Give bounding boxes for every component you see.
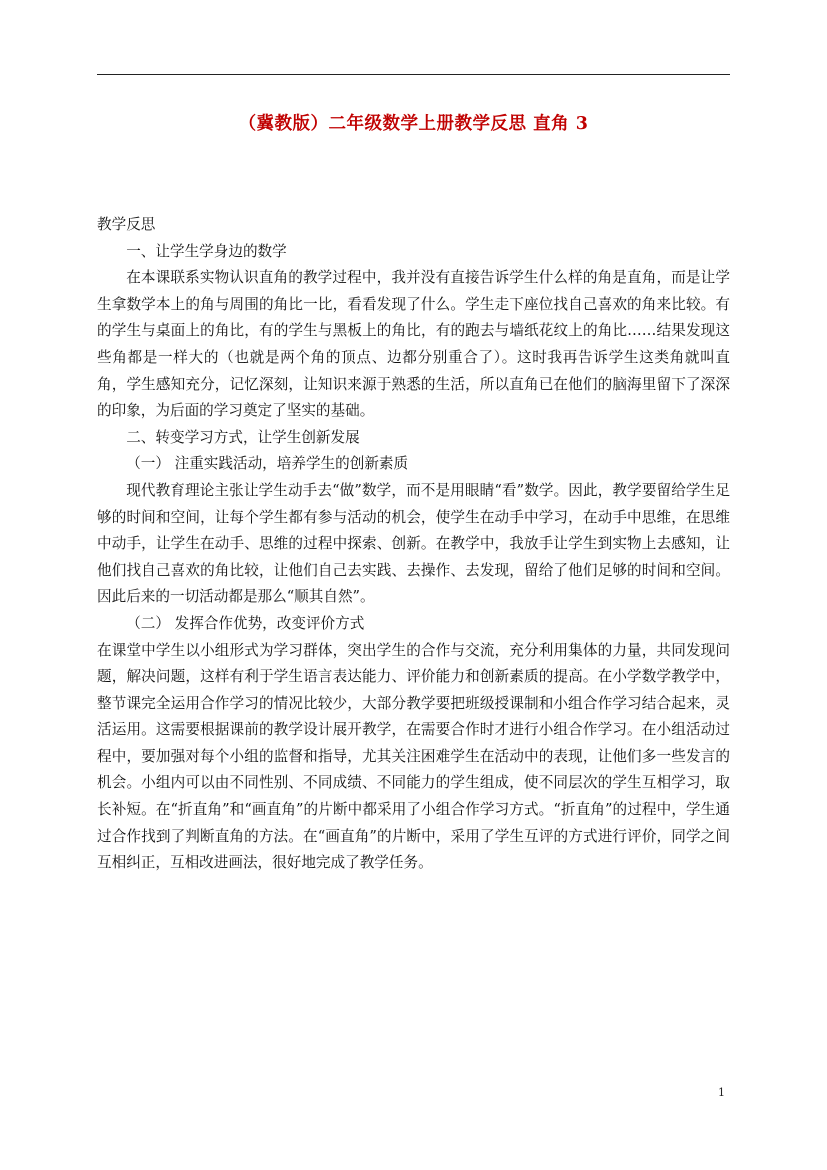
document-body	[97, 212, 730, 877]
heading-reflection: 教学反思	[97, 216, 156, 233]
document-title: （冀教版）二年级数学上册教学反思 直角 3	[238, 114, 589, 134]
subsection-1-title: （一） 注重实践活动，培养学生的创新素质	[126, 455, 409, 473]
section-1-title: 一、让学生学身边的数学	[126, 242, 287, 260]
section-2-title: 二、转变学习方式，让学生创新发展	[126, 428, 360, 446]
subsection-1-body: 现代教育理论主张让学生动手去“做”数学，而不是用眼睛“看”数学。因此，教学要留给学生足够的时间和空间，让每个学生都有参与活动的机会，使学生在动手中学习，在动手中思维，在思维中动手，让学生在动手、思维的过程中探索、创新。在教学中，我放手让学生到实物上去感知，让他们找自己喜欢的角比较，让他们自己去实践、去操作、去发现，留给了他们足够的时间和空间。因此后来的一切活动都是那么“顺其自然”。	[97, 481, 730, 606]
page-number: 1	[718, 1086, 725, 1099]
header-rule	[97, 74, 730, 75]
subsection-2-body: 在课堂中学生以小组形式为学习群体，突出学生的合作与交流，充分利用集体的力量，共同发现问题，解决问题，这样有利于学生语言表达能力、评价能力和创新素质的提高。在小学数学教学中，整节课完全运用合作学习的情况比较少，大部分教学要把班级授课制和小组合作学习结合起来，灵活运用。这需要根据课前的教学设计展开教学，在需要合作时才进行小组合作学习。在小组活动过程中，要加强对每个小组的监督和指导，尤其关注困难学生在活动中的表现，让他们多一些发言的机会。小组内可以由不同性别、不同成绩、不同能力的学生组成，使不同层次的学生互相学习，取长补短。在“折直角”和“画直角”的片断中都采用了小组合作学习方式。“折直角”的过程中，学生通过合作找到了判断直角的方法。在“画直角”的片断中，采用了学生互评的方式进行评价，同学之间互相纠正，互相改进画法，很好地完成了教学任务。	[97, 641, 730, 872]
subsection-2-title: （二） 发挥合作优势，改变评价方式	[126, 614, 365, 632]
section-1-body: 在本课联系实物认识直角的教学过程中，我并没有直接告诉学生什么样的角是直角，而是让学生拿数学本上的角与周围的角比一比，看看发现了什么。学生走下座位找自己喜欢的角来比较。有的学生与桌面上的角比，有的学生与黑板上的角比，有的跑去与墙纸花纹上的角比……结果发现这些角都是一样大的（也就是两个角的顶点、边都分别重合了）。这时我再告诉学生这类角就叫直角，学生感知充分，记忆深刻，让知识来源于熟悉的生活，所以直角已在他们的脑海里留下了深深的印象，为后面的学习奠定了坚实的基础。	[97, 269, 730, 420]
